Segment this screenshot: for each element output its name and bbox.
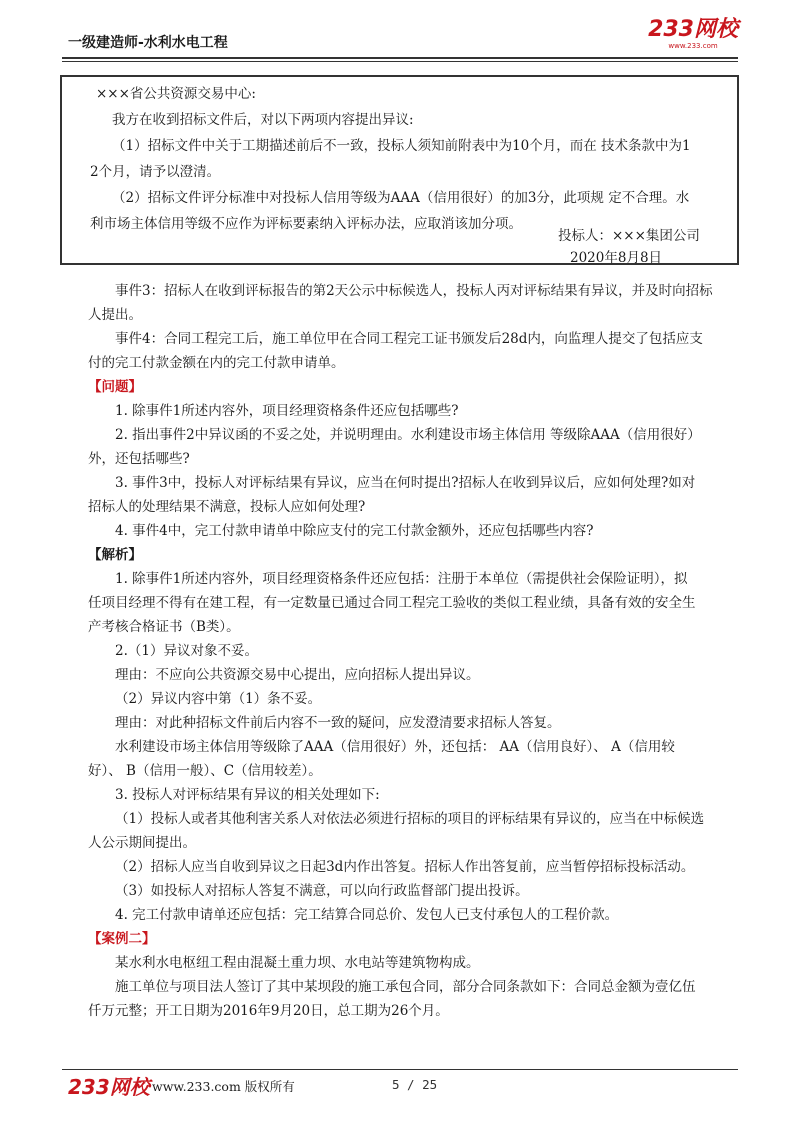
question-3-line1: 3. 事件3中，投标人对评标结果有异议，应当在何时提出?招标人在收到异议后，应如何处理?如对 [115, 475, 696, 491]
question-3-line2: 招标人的处理结果不满意，投标人应如何处理? [88, 499, 366, 515]
event3-line2: 人提出。 [88, 307, 142, 323]
answer-1-line2: 任项目经理不得有在建工程，有一定数量已通过合同工程完工验收的类似工程业绩，具备有效的安全生 [88, 595, 696, 611]
answer-2-credit-line1: 水利建设市场主体信用等级除了AAA（信用很好）外，还包括： AA（信用良好）、 A（信用较 [115, 739, 675, 755]
letter-date: 2020年8月8日 [570, 250, 663, 266]
objection-letter-box [60, 75, 739, 265]
answer-2-credit-line2: 好）、 B（信用一般）、C（信用较差）。 [88, 763, 322, 779]
answer-4: 4. 完工付款申请单还应包括：完工结算合同总价、发包人已支付承包人的工程价款。 [115, 907, 619, 923]
document-title: 一级建造师-水利水电工程 [68, 35, 228, 51]
letter-intro: 我方在收到招标文件后，对以下两项内容提出异议: [112, 112, 414, 128]
case-two-line1: 某水利水电枢纽工程由混凝土重力坝、水电站等建筑物构成。 [115, 955, 480, 971]
questions-heading: 【问题】 [88, 379, 142, 395]
case-two-heading: 【案例二】 [88, 931, 156, 947]
answer-3-item1-line1: （1）投标人或者其他利害关系人对依法必须进行招标的项目的评标结果有异议的，应当在中标候选 [115, 811, 705, 827]
letter-item2-line2: 利市场主体信用等级不应作为评标要素纳入评标办法，应取消该加分项。 [90, 216, 522, 232]
question-4: 4. 事件4中，完工付款申请单中除应支付的完工付款金额外，还应包括哪些内容? [115, 523, 594, 539]
answer-2-reason2: 理由：对此种招标文件前后内容不一致的疑问，应发澄清要求招标人答复。 [115, 715, 561, 731]
answer-1-line3: 产考核合格证书（B类）。 [88, 619, 240, 635]
event4-line1: 事件4：合同工程完工后，施工单位甲在合同工程完工证书颁发后28d内，向监理人提交了包括应支 [115, 331, 703, 347]
answer-3-intro: 3. 投标人对评标结果有异议的相关处理如下: [115, 787, 380, 803]
footer-copyright: www.233.com 版权所有 [152, 1079, 295, 1094]
answer-2-reason1: 理由：不应向公共资源交易中心提出，应向招标人提出异议。 [115, 667, 480, 683]
question-1: 1. 除事件1所述内容外，项目经理资格条件还应包括哪些? [115, 403, 459, 419]
question-2-line2: 外，还包括哪些? [88, 451, 190, 467]
answer-2-item2: （2）异议内容中第（1）条不妥。 [115, 691, 322, 707]
answer-2-item1: 2.（1）异议对象不妥。 [115, 643, 258, 659]
question-2-line1: 2. 指出事件2中异议函的不妥之处，并说明理由。水利建设市场主体信用 等级除AAA（信用很好） [115, 427, 701, 443]
document-body [88, 279, 718, 1023]
case-two-line3: 仟万元整；开工日期为2016年9月20日，总工期为26个月。 [88, 1003, 449, 1019]
answer-3-item2: （2）招标人应当自收到异议之日起3d内作出答复。招标人作出答复前，应当暂停招标投标活动。 [115, 859, 695, 875]
footer-logo: 233网校 [68, 1075, 150, 1099]
event4-line2: 付的完工付款金额在内的完工付款申请单。 [88, 355, 345, 371]
letter-signer: 投标人：×××集团公司 [558, 228, 700, 244]
answer-3-item1-line2: 人公示期间提出。 [88, 835, 196, 851]
analysis-heading: 【解析】 [88, 547, 142, 563]
header-divider [62, 57, 738, 59]
answer-3-item3: （3）如投标人对招标人答复不满意，可以向行政监督部门提出投诉。 [115, 883, 529, 899]
letter-addressee: ×××省公共资源交易中心: [96, 86, 256, 102]
brand-logo-url: www.233.com [668, 42, 718, 50]
event3-line1: 事件3：招标人在收到评标报告的第2天公示中标候选人，投标人丙对评标结果有异议，并及时向招标 [115, 283, 713, 299]
letter-item2-line1: （2）招标文件评分标准中对投标人信用等级为AAA（信用很好）的加3分，此项规 定不合理。水 [112, 190, 690, 206]
answer-1-line1: 1. 除事件1所述内容外，项目经理资格条件还应包括：注册于本单位（需提供社会保险证明），拟 [115, 571, 688, 587]
case-two-line2: 施工单位与项目法人签订了其中某坝段的施工承包合同，部分合同条款如下：合同总金额为壹亿伍 [115, 979, 696, 995]
page-number: 5 / 25 [392, 1077, 438, 1092]
letter-item1-line1: （1）招标文件中关于工期描述前后不一致，投标人须知前附表中为10个月，而在 技术条款中为1 [112, 138, 691, 154]
brand-logo [648, 18, 738, 50]
letter-item1-line2: 2个月，请予以澄清。 [90, 164, 221, 180]
footer-divider [62, 1069, 738, 1070]
brand-logo-text: 233网校 [648, 17, 738, 42]
header-divider-thin [62, 61, 738, 62]
